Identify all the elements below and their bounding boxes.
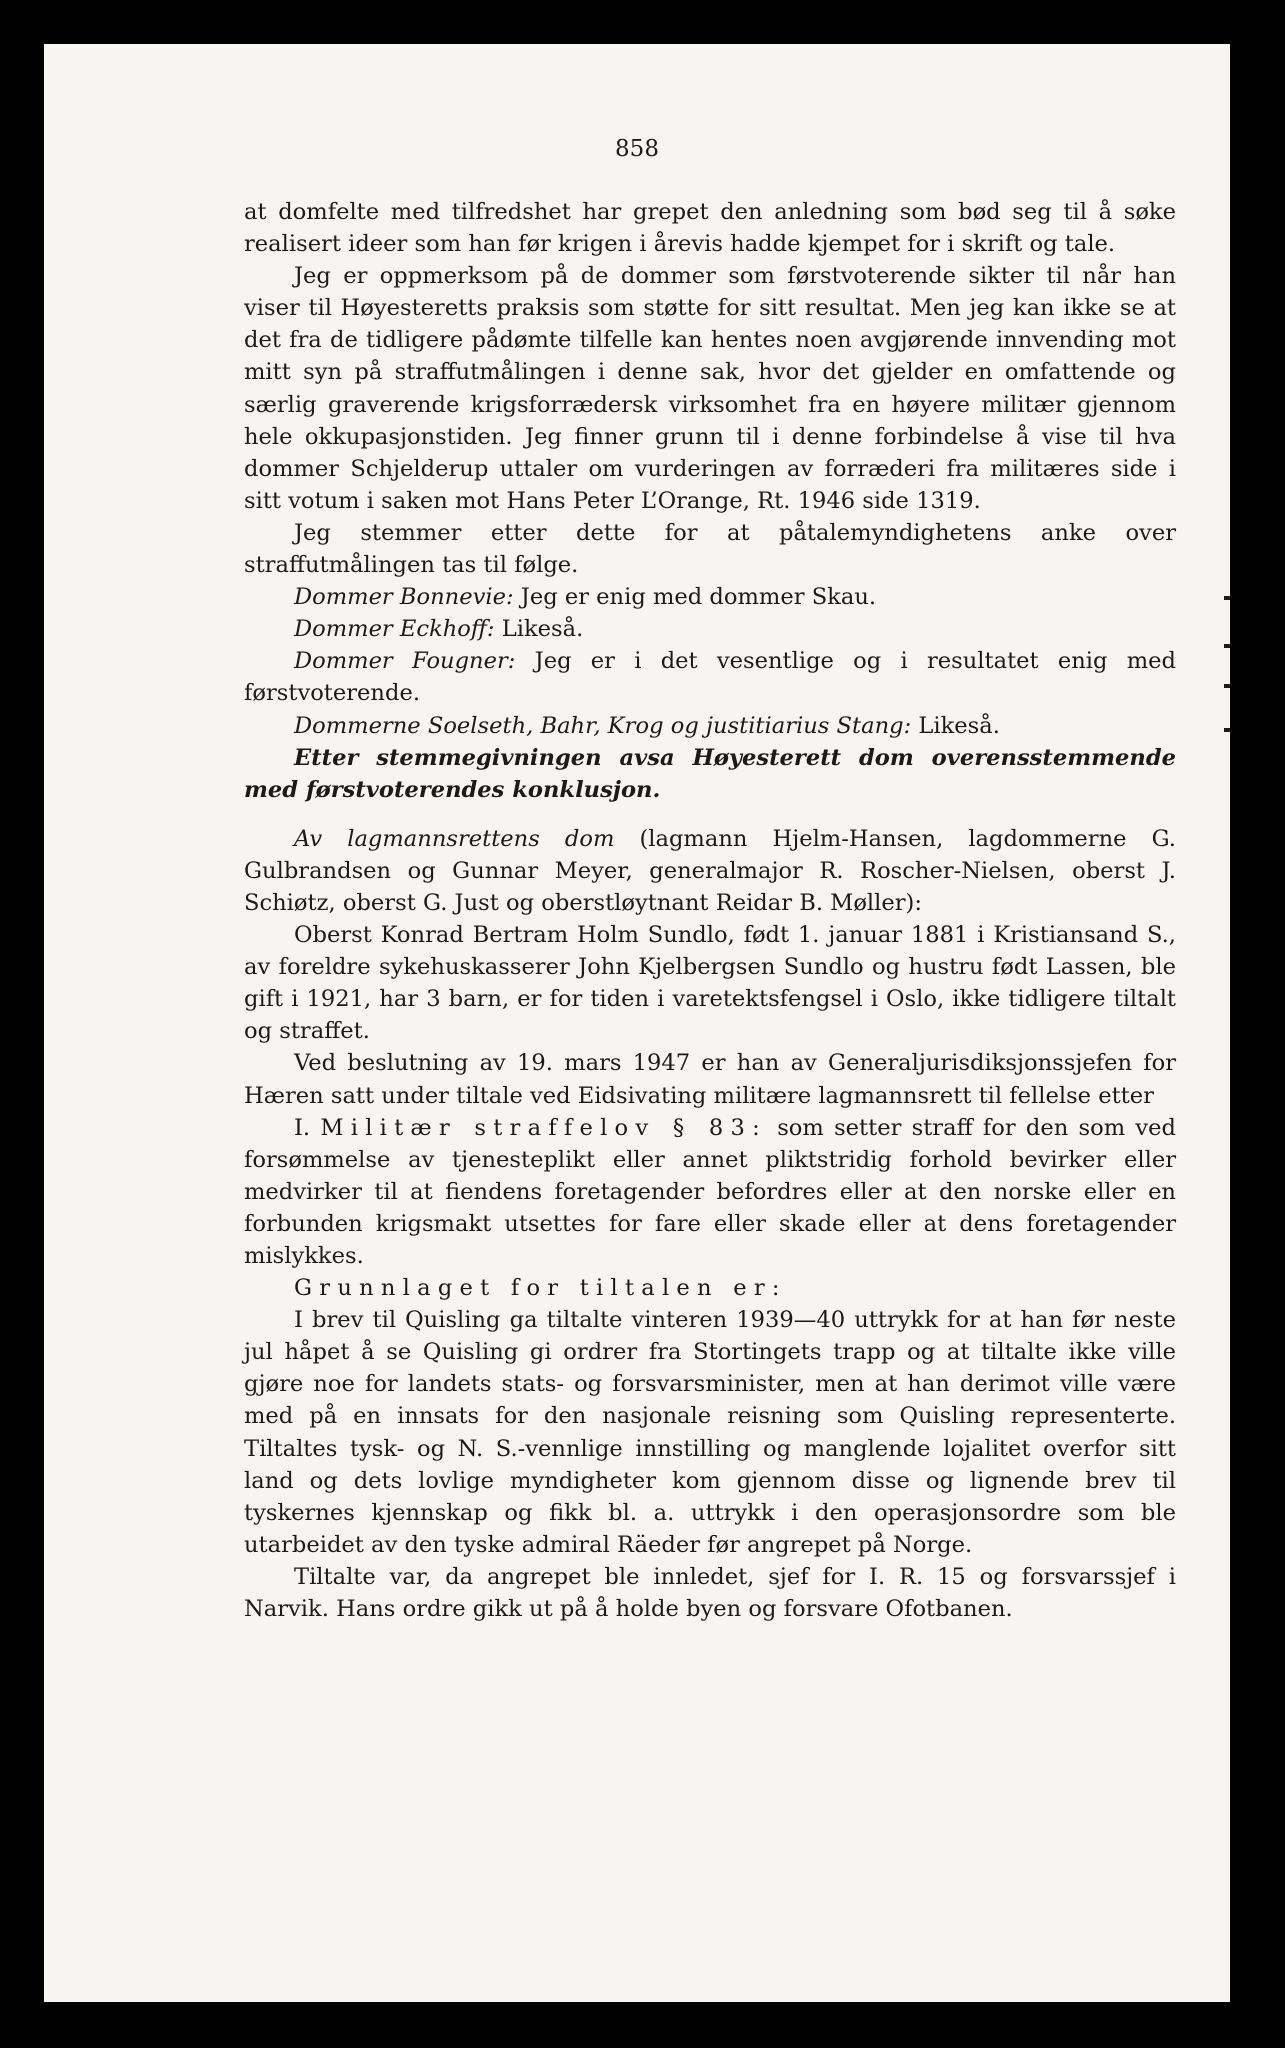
text-run-it: Dommer Fougner: xyxy=(294,648,516,675)
paragraph xyxy=(244,710,1176,742)
text-run: I. xyxy=(294,1114,321,1141)
paragraph xyxy=(244,613,1176,645)
text-run: Likeså. xyxy=(911,712,1000,739)
text-run: Jeg er oppmerksom på de dommer som førstvoterende sikter til når han viser til Høyesteretts praksis som støtte for sitt resultat. Men jeg kan ikke se at det fra de tidligere pådømte tilfelle kan hentes noen avgjørende innvending mot mitt syn på straffutmålingen i denne sak, hvor det gjelder en omfattende og særlig graverende krigsforrædersk virksomhet fra en høyere militær gjennom hele okkupasjonstiden. Jeg finner grunn til i denne forbindelse å vise til hva dommer Schjelderup uttaler om vurderingen av forræderi fra militæres side i sitt votum i saken mot Hans Peter L’Orange, Rt. 1946 side 1319. xyxy=(244,263,1176,514)
scan-mark xyxy=(1224,728,1230,732)
text-run-it: Dommerne Soelseth, Bahr, Krog og justitiarius Stang: xyxy=(294,712,912,739)
body-text xyxy=(244,196,1176,1625)
paragraph xyxy=(244,1112,1176,1272)
paragraph xyxy=(244,517,1176,581)
text-run: Oberst Konrad Bertram Holm Sundlo, født 1. januar 1881 i Kristiansand S., av foreldre sykehuskasserer John Kjelbergsen Sundlo og hustru født Lassen, ble gift i 1921, har 3 barn, er for tiden i varetektsfengsel i Oslo, ikke tidligere tiltalt og straffet. xyxy=(244,922,1176,1045)
document-page xyxy=(44,44,1230,2002)
text-run: (lagmann Hjelm-Hansen, lagdommerne G. Gulbrandsen og Gunnar Meyer, generalmajor R. Roscher-Nielsen, oberst J. Schiøtz, oberst G. Just og oberstløytnant Reidar B. Møller): xyxy=(244,825,1176,916)
text-run: at domfelte med tilfredshet har grepet den anledning som bød seg til å søke realisert ideer som han før krigen i årevis hadde kjempet for i skrift og tale. xyxy=(244,199,1176,258)
paragraph xyxy=(244,1304,1176,1561)
text-run-bi: Etter stemmegivningen avsa Høyesterett dom overensstemmende med førstvoterendes konklusjon. xyxy=(244,744,1176,803)
paragraph xyxy=(244,742,1176,806)
text-run: I brev til Quisling ga tiltalte vinteren 1939—40 uttrykk for at han før neste jul håpet å se Quisling gi ordrer fra Stortingets trapp og at tiltalte ikke ville gjøre noe for landets stats- og forsvarsminister, men at han derimot ville være med på en innsats for den nasjonale reisning som Quisling representerte. Tiltaltes tysk- og N. S.-vennlige innstilling og manglende lojalitet overfor sitt land og dets lovlige myndigheter kom gjennom disse og lignende brev til tyskernes kjennskap og fikk bl. a. uttrykk i den operasjonsordre som ble utarbeidet av den tyske admiral Räeder før angrepet på Norge. xyxy=(244,1307,1176,1558)
text-run-spaced: Grunnlaget for tiltalen er: xyxy=(294,1275,787,1302)
page-number: 858 xyxy=(615,136,659,162)
text-run-it: Dommer Bonnevie: xyxy=(294,584,514,611)
scan-mark xyxy=(1224,596,1230,600)
paragraph xyxy=(244,1561,1176,1625)
scan-mark xyxy=(1224,644,1230,648)
paragraph xyxy=(244,260,1176,517)
scan-mark xyxy=(1224,684,1230,688)
text-run-it: Av lagmannsrettens dom xyxy=(294,825,615,852)
text-run: Jeg stemmer etter dette for at påtalemyndighetens anke over straffutmålingen tas til følge. xyxy=(244,519,1176,579)
text-run: Likeså. xyxy=(494,616,584,643)
text-run: Ved beslutning av 19. mars 1947 er han av Generaljurisdiksjonssjefen for Hæren satt under tiltale ved Eidsivating militære lagmannsrett til fellelse etter xyxy=(244,1050,1176,1109)
text-run: som setter straff for den som ved forsømmelse av tjenesteplikt eller annet pliktstridig forhold bevirker eller medvirker til at fiendens foretagender befordres eller at den norske eller en forbunden krigsmakt utsettes for fare eller skade eller at dens foretagender mislykkes. xyxy=(244,1114,1177,1269)
text-run-spaced: Militær straffelov § 83: xyxy=(320,1114,767,1141)
paragraph xyxy=(244,1272,1176,1304)
text-run: Jeg er enig med dommer Skau. xyxy=(513,584,877,611)
paragraph xyxy=(244,645,1176,709)
text-run: Tiltalte var, da angrepet ble innledet, sjef for I. R. 15 og forsvarssjef i Narvik. Hans ordre gikk ut på å holde byen og forsvare Ofotbanen. xyxy=(244,1563,1176,1623)
paragraph xyxy=(244,919,1176,1047)
paragraph xyxy=(244,581,1176,613)
paragraph xyxy=(244,823,1176,919)
text-run: Jeg er i det vesentlige og i resultatet enig med førstvoterende. xyxy=(244,648,1176,707)
text-run-it: Dommer Eckhoff: xyxy=(294,616,495,643)
paragraph xyxy=(244,196,1176,260)
paragraph xyxy=(244,1047,1176,1111)
